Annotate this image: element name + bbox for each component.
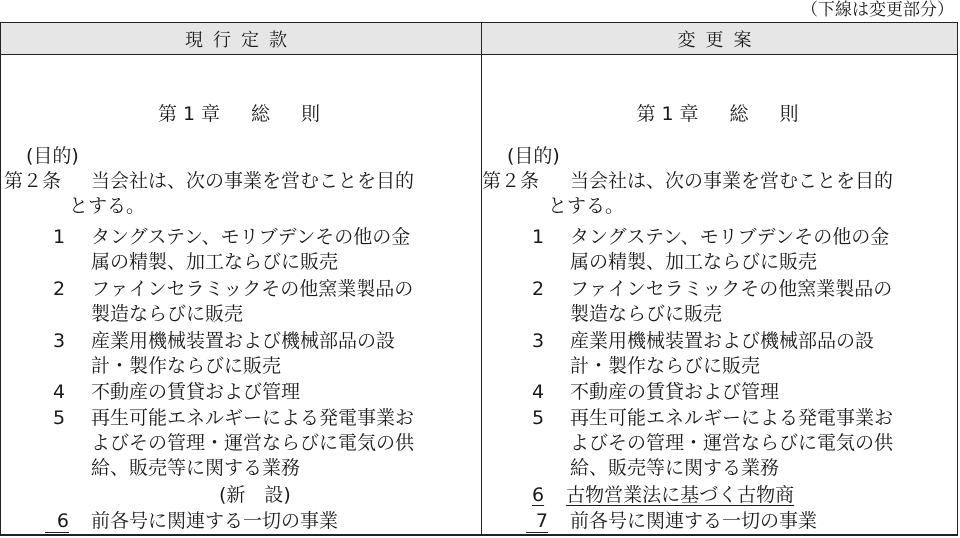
item-number: 7 <box>526 509 548 533</box>
item-text: ファインセラミックその他窯業製品の <box>91 278 414 300</box>
article-label: 第２条 <box>4 170 62 192</box>
item-number: 3 <box>53 330 66 352</box>
item-text: 属の精製、加工ならびに販売 <box>570 251 818 273</box>
item-number: 6 <box>45 509 69 533</box>
item-text: 産業用機械装置および機械部品の設 <box>570 330 875 352</box>
item-text: 前各号に関連する一切の事業 <box>570 510 818 532</box>
article-label: 第２条 <box>482 170 540 192</box>
item-text: ファインセラミックその他窯業製品の <box>570 278 893 300</box>
item-number: 2 <box>53 278 66 300</box>
underline-note: （下線は変更部分） <box>801 0 954 20</box>
current-column <box>1 55 481 534</box>
article-text: 当会社は、次の事業を営むことを目的 <box>91 170 415 192</box>
item-text: 給、販売等に関する業務 <box>91 457 301 479</box>
article-text: 当会社は、次の事業を営むことを目的 <box>570 170 894 192</box>
item-number: 2 <box>532 278 545 300</box>
article-heading: (目的) <box>507 145 560 167</box>
item-text: 計・製作ならびに販売 <box>91 355 282 377</box>
item-number: 3 <box>532 330 545 352</box>
article-text: とする。 <box>69 195 146 217</box>
chapter-title: 第1章 総 則 <box>157 103 327 125</box>
article-text: とする。 <box>548 195 625 217</box>
item-text: よびその管理・運営ならびに電気の供 <box>91 432 415 454</box>
item-text: 古物営業法に基づく古物商 <box>566 484 795 506</box>
item-text: よびその管理・運営ならびに電気の供 <box>570 432 894 454</box>
item-text: 産業用機械装置および機械部品の設 <box>91 330 396 352</box>
new-label: (新 設) <box>219 484 291 506</box>
item-text: 製造ならびに販売 <box>91 303 244 325</box>
header-proposed: 変更案 <box>482 23 957 55</box>
proposed-column <box>482 55 957 534</box>
item-number-underlined <box>45 509 69 534</box>
item-text: 給、販売等に関する業務 <box>570 457 780 479</box>
item-text: 不動産の賃貸および管理 <box>570 381 780 403</box>
added-item <box>532 483 794 508</box>
article-heading: (目的) <box>26 145 79 167</box>
item-text: タングステン、モリブデンその他の金 <box>570 226 890 248</box>
comparison-table <box>0 22 958 536</box>
item-text: 再生可能エネルギーによる発電事業お <box>91 407 415 429</box>
item-number: 6 <box>532 484 545 506</box>
item-number: 4 <box>53 381 66 403</box>
item-number: 1 <box>532 226 545 248</box>
chapter-title: 第1章 総 則 <box>636 103 805 125</box>
item-text: 製造ならびに販売 <box>570 303 723 325</box>
header-current: 現行定款 <box>1 23 481 55</box>
item-text: 前各号に関連する一切の事業 <box>91 510 339 532</box>
item-text: 不動産の賃貸および管理 <box>91 381 301 403</box>
item-text: タングステン、モリブデンその他の金 <box>91 226 411 248</box>
item-number: 5 <box>532 407 545 429</box>
item-number: 4 <box>532 381 545 403</box>
item-text: 計・製作ならびに販売 <box>570 355 761 377</box>
item-number-underlined <box>526 509 548 534</box>
item-text: 属の精製、加工ならびに販売 <box>91 251 339 273</box>
item-text: 再生可能エネルギーによる発電事業お <box>570 407 894 429</box>
item-number: 1 <box>53 226 66 248</box>
item-number: 5 <box>53 407 66 429</box>
